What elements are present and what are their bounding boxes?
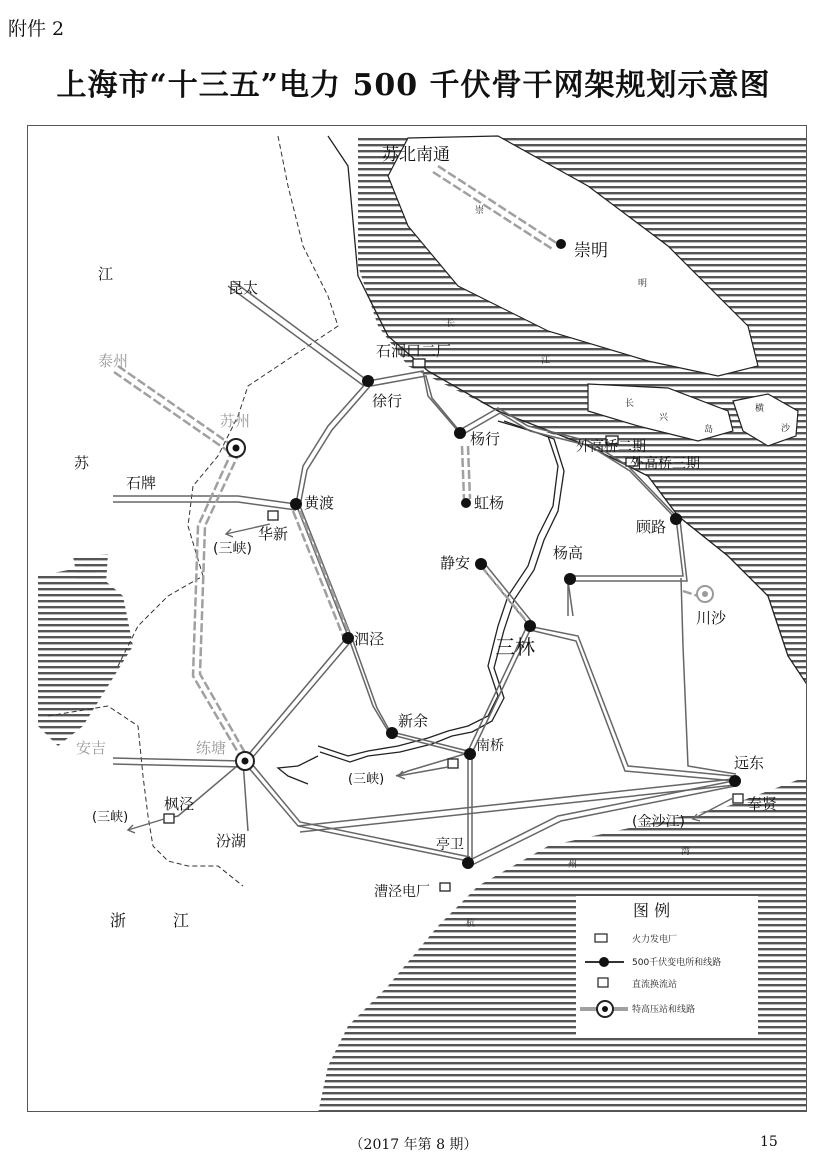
legend bbox=[576, 896, 758, 1036]
page-title: 上海市“十三五”电力 500 千伏骨干网架规划示意图 bbox=[56, 68, 771, 103]
legend-item-2: 500千伏变电所和线路 bbox=[632, 958, 722, 968]
substation-xuxing bbox=[362, 375, 374, 387]
label-jingan: 静安 bbox=[440, 554, 471, 572]
region-zhou: 州 bbox=[568, 860, 578, 870]
label-sijing: 泗泾 bbox=[354, 630, 385, 648]
label-fenhu: 汾湖 bbox=[216, 832, 247, 850]
legend-item-1: 火力发电厂 bbox=[632, 935, 678, 945]
label-huangdu: 黄渡 bbox=[304, 494, 335, 512]
outgoing-arrows bbox=[128, 524, 733, 833]
label-huaxin: 华新 bbox=[258, 525, 289, 543]
label-chuansha: 川沙 bbox=[696, 609, 727, 627]
label-waigaoqiao2: 外高桥二期 bbox=[576, 439, 646, 455]
substation-yanghang bbox=[454, 427, 466, 439]
substation-xinyu bbox=[386, 727, 398, 739]
substation-tingwei bbox=[462, 857, 474, 869]
region-dao-is: 岛 bbox=[704, 425, 714, 435]
label-xinyu: 新余 bbox=[398, 712, 429, 730]
substation-sanlin bbox=[524, 620, 536, 632]
substation-500kv-icon bbox=[599, 957, 609, 967]
region-xing-is: 兴 bbox=[659, 413, 669, 423]
legend-title: 图 例 bbox=[633, 901, 671, 920]
power-plant-icon bbox=[595, 934, 607, 942]
region-hang: 杭 bbox=[466, 919, 476, 929]
label-sanxia-2: (三峡) bbox=[348, 772, 385, 787]
substation-huangdu bbox=[290, 498, 302, 510]
legend-item-3: 直流换流站 bbox=[632, 980, 678, 990]
substation-hongyang bbox=[461, 498, 471, 508]
label-liantang: 练塘 bbox=[196, 739, 227, 757]
substation-chongming bbox=[556, 239, 566, 249]
label-shidongkou: 石洞口二厂 bbox=[376, 342, 452, 360]
label-fengjing: 枫泾 bbox=[164, 795, 195, 813]
label-subei-nantong: 苏北南通 bbox=[382, 145, 450, 165]
label-shipai: 石牌 bbox=[126, 474, 157, 492]
substation-yanggao bbox=[564, 573, 576, 585]
label-anji: 安吉 bbox=[76, 739, 107, 757]
map-frame bbox=[27, 125, 807, 1112]
region-heng-is: 横 bbox=[755, 404, 765, 414]
label-tingwei: 亭卫 bbox=[436, 837, 464, 853]
label-sanlin: 三林 bbox=[495, 635, 535, 659]
label-yanggao: 杨高 bbox=[553, 544, 584, 562]
region-zhe: 浙 bbox=[110, 911, 127, 930]
region-chang: 长 bbox=[446, 319, 456, 329]
region-sha-is: 沙 bbox=[781, 424, 791, 434]
province-boundaries bbox=[48, 136, 338, 886]
region-su: 苏 bbox=[74, 454, 90, 472]
dc-converter-icon bbox=[598, 978, 608, 987]
attachment-label: 附件 2 bbox=[8, 18, 65, 40]
region-jiang-s: 江 bbox=[173, 911, 190, 930]
label-caojing: 漕泾电厂 bbox=[374, 884, 430, 900]
region-wan: 湾 bbox=[681, 847, 691, 857]
label-chongming: 崇明 bbox=[574, 241, 608, 261]
label-yuandong: 远东 bbox=[734, 754, 765, 772]
label-sanxia-3: (三峡) bbox=[92, 810, 129, 825]
label-xuxing: 徐行 bbox=[372, 392, 403, 410]
region-chang-is: 长 bbox=[625, 399, 635, 409]
region-chong-is: 崇 bbox=[475, 206, 485, 216]
label-nanqiao: 南桥 bbox=[476, 738, 504, 754]
region-jiang-n: 江 bbox=[98, 265, 114, 283]
legend-item-4: 特高压站和线路 bbox=[632, 1005, 696, 1015]
substation-jingan bbox=[475, 558, 487, 570]
label-suzhou: 苏州 bbox=[220, 412, 251, 430]
substation-sijing bbox=[342, 632, 354, 644]
label-taizhou: 泰州 bbox=[98, 352, 129, 370]
page-number: 15 bbox=[760, 1134, 778, 1150]
region-ming-is: 明 bbox=[638, 279, 648, 289]
label-yanghang: 杨行 bbox=[470, 430, 501, 448]
west-lake-1 bbox=[38, 566, 133, 746]
region-jiang-r: 江 bbox=[541, 356, 551, 366]
label-kuntai: 昆太 bbox=[228, 279, 259, 297]
substation-yuandong bbox=[729, 775, 741, 787]
power-grid-map bbox=[28, 126, 807, 1112]
label-jinshajiang: (金沙江) bbox=[632, 814, 685, 830]
substation-nanqiao bbox=[464, 748, 476, 760]
issue-footer: （2017 年第 8 期） bbox=[349, 1137, 478, 1153]
label-fengxian: 奉贤 bbox=[747, 795, 778, 813]
label-waigaoqiao3: 外高桥三期 bbox=[630, 456, 700, 472]
west-lake-2 bbox=[73, 554, 108, 584]
substation-gulu bbox=[670, 513, 682, 525]
label-gulu: 顾路 bbox=[636, 518, 667, 536]
label-hongyang: 虹杨 bbox=[474, 494, 505, 512]
label-sanxia-1: (三峡) bbox=[213, 541, 252, 557]
